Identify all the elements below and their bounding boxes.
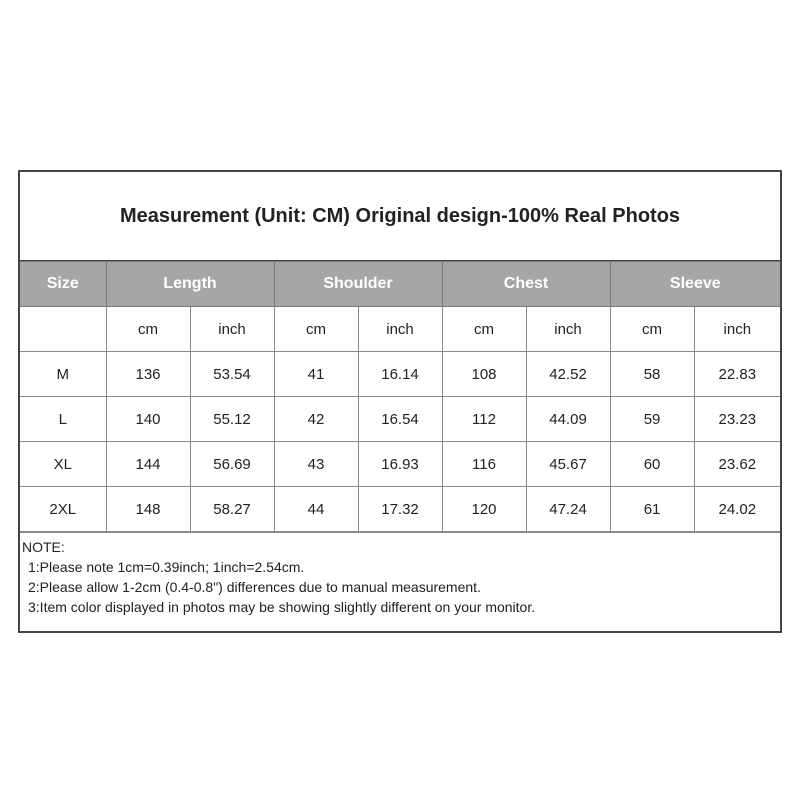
chart-title: Measurement (Unit: CM) Original design-100% Real Photos bbox=[20, 172, 780, 261]
table-row bbox=[20, 352, 780, 397]
unit-cell: inch bbox=[694, 307, 780, 352]
size-chart bbox=[18, 170, 782, 633]
value-cell: 116 bbox=[442, 442, 526, 487]
note-item: 1:Please note 1cm=0.39inch; 1inch=2.54cm. bbox=[28, 559, 305, 575]
unit-cell: cm bbox=[274, 307, 358, 352]
shoulder-header: Shoulder bbox=[274, 262, 442, 307]
unit-cell: inch bbox=[526, 307, 610, 352]
value-cell: 22.83 bbox=[694, 352, 780, 397]
value-cell: 43 bbox=[274, 442, 358, 487]
value-cell: 41 bbox=[274, 352, 358, 397]
table-row bbox=[20, 487, 780, 532]
value-cell: 60 bbox=[610, 442, 694, 487]
value-cell: 16.93 bbox=[358, 442, 442, 487]
value-cell: 148 bbox=[106, 487, 190, 532]
value-cell: 16.14 bbox=[358, 352, 442, 397]
notes-section bbox=[20, 532, 780, 617]
unit-cell: inch bbox=[358, 307, 442, 352]
note-item: 3:Item color displayed in photos may be showing slightly different on your monitor. bbox=[28, 599, 536, 615]
value-cell: 24.02 bbox=[694, 487, 780, 532]
value-cell: 42 bbox=[274, 397, 358, 442]
units-blank-cell bbox=[20, 307, 106, 352]
value-cell: 44 bbox=[274, 487, 358, 532]
value-cell: 120 bbox=[442, 487, 526, 532]
value-cell: 58.27 bbox=[190, 487, 274, 532]
unit-cell: cm bbox=[442, 307, 526, 352]
sleeve-header: Sleeve bbox=[610, 262, 780, 307]
size-cell: 2XL bbox=[20, 487, 106, 532]
value-cell: 108 bbox=[442, 352, 526, 397]
value-cell: 136 bbox=[106, 352, 190, 397]
chest-header: Chest bbox=[442, 262, 610, 307]
size-header: Size bbox=[20, 262, 106, 307]
value-cell: 140 bbox=[106, 397, 190, 442]
value-cell: 144 bbox=[106, 442, 190, 487]
size-cell: L bbox=[20, 397, 106, 442]
value-cell: 16.54 bbox=[358, 397, 442, 442]
value-cell: 58 bbox=[610, 352, 694, 397]
value-cell: 23.23 bbox=[694, 397, 780, 442]
value-cell: 112 bbox=[442, 397, 526, 442]
value-cell: 44.09 bbox=[526, 397, 610, 442]
unit-cell: inch bbox=[190, 307, 274, 352]
value-cell: 59 bbox=[610, 397, 694, 442]
size-table bbox=[20, 261, 780, 532]
notes-heading: NOTE: bbox=[22, 539, 65, 555]
value-cell: 17.32 bbox=[358, 487, 442, 532]
value-cell: 23.62 bbox=[694, 442, 780, 487]
note-item: 2:Please allow 1-2cm (0.4-0.8") differences due to manual measurement. bbox=[28, 579, 481, 595]
value-cell: 61 bbox=[610, 487, 694, 532]
units-row bbox=[20, 307, 780, 352]
value-cell: 56.69 bbox=[190, 442, 274, 487]
size-cell: XL bbox=[20, 442, 106, 487]
unit-cell: cm bbox=[106, 307, 190, 352]
unit-cell: cm bbox=[610, 307, 694, 352]
size-cell: M bbox=[20, 352, 106, 397]
table-row bbox=[20, 397, 780, 442]
value-cell: 55.12 bbox=[190, 397, 274, 442]
length-header: Length bbox=[106, 262, 274, 307]
header-row bbox=[20, 262, 780, 307]
value-cell: 53.54 bbox=[190, 352, 274, 397]
value-cell: 45.67 bbox=[526, 442, 610, 487]
table-row bbox=[20, 442, 780, 487]
value-cell: 47.24 bbox=[526, 487, 610, 532]
value-cell: 42.52 bbox=[526, 352, 610, 397]
